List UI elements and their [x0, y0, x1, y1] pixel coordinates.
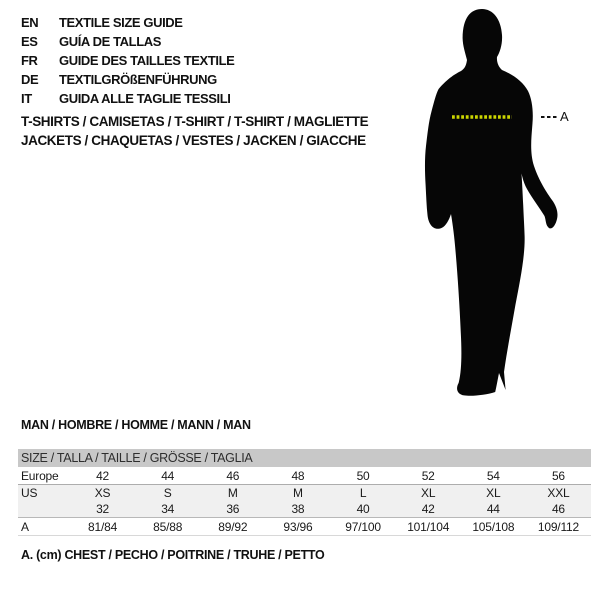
lang-code: FR	[21, 53, 38, 68]
cell: 36	[200, 501, 265, 518]
cell: 48	[291, 468, 305, 483]
lang-row-fr	[21, 51, 234, 70]
cell: XL	[396, 485, 461, 502]
lang-label: GUÍA DE TALLAS	[59, 34, 162, 49]
table-row-chest	[18, 518, 591, 536]
man-silhouette-figure	[400, 0, 600, 410]
category-lines	[21, 112, 368, 150]
lang-code: IT	[21, 91, 32, 106]
lang-row-it	[21, 89, 234, 108]
cell: 81/84	[88, 519, 118, 534]
cell: XXL	[526, 485, 591, 502]
lang-row-en	[21, 13, 234, 32]
lang-label: GUIDA ALLE TAGLIE TESSILI	[59, 91, 231, 106]
cell: 50	[356, 468, 370, 483]
table-row-us-numbers	[18, 501, 591, 518]
cell: S	[135, 485, 200, 502]
size-table	[18, 449, 591, 536]
lang-code: EN	[21, 15, 39, 30]
row-label: US	[18, 485, 70, 502]
cell: 56	[551, 468, 565, 483]
cell: 44	[461, 501, 526, 518]
size-table-header: SIZE / TALLA / TAILLE / GRÖSSE / TAGLIA	[18, 449, 591, 467]
cell: 52	[421, 468, 435, 483]
category-line-tshirts: T-SHIRTS / CAMISETAS / T-SHIRT / T-SHIRT / MAGLIETTE	[21, 114, 369, 129]
table-row-europe	[18, 467, 591, 485]
category-line-jackets: JACKETS / CHAQUETAS / VESTES / JACKEN / GIACCHE	[21, 133, 366, 148]
size-table-header-row	[18, 449, 591, 467]
cell: 38	[265, 501, 330, 518]
lang-label: TEXTILGRÖßENFÜHRUNG	[59, 72, 217, 87]
lang-row-es	[21, 32, 234, 51]
cell: 44	[161, 468, 175, 483]
language-list	[21, 13, 234, 108]
cell: L	[331, 485, 396, 502]
cell: 32	[70, 501, 135, 518]
cell: XS	[70, 485, 135, 502]
lang-code: DE	[21, 72, 39, 87]
cell: 46	[226, 468, 240, 483]
cell: 101/104	[407, 519, 450, 534]
measurement-footnote: A. (cm) CHEST / PECHO / POITRINE / TRUHE / PETTO	[21, 548, 325, 562]
cell: 105/108	[472, 519, 515, 534]
lang-code: ES	[21, 34, 38, 49]
measure-label-a: A	[560, 109, 569, 124]
cell: M	[200, 485, 265, 502]
row-label: A	[21, 519, 29, 534]
cell: 34	[135, 501, 200, 518]
section-title-man: MAN / HOMBRE / HOMME / MANN / MAN	[21, 418, 251, 432]
cell: 42	[396, 501, 461, 518]
cell: 109/112	[537, 519, 579, 534]
man-silhouette-shape	[425, 9, 558, 396]
lang-row-de	[21, 70, 234, 89]
cell: 54	[486, 468, 500, 483]
cell: XL	[461, 485, 526, 502]
cell: 42	[96, 468, 110, 483]
row-label: Europe	[21, 468, 59, 483]
cell: 97/100	[345, 519, 381, 534]
cell: 93/96	[283, 519, 313, 534]
cell: 89/92	[218, 519, 248, 534]
lang-label: TEXTILE SIZE GUIDE	[59, 15, 183, 30]
row-label	[18, 501, 70, 518]
table-row-us-letters	[18, 485, 591, 502]
cell: 40	[331, 501, 396, 518]
lang-label: GUIDE DES TAILLES TEXTILE	[59, 53, 235, 68]
cell: 85/88	[153, 519, 183, 534]
cell: M	[265, 485, 330, 502]
man-silhouette-svg	[400, 0, 600, 410]
cell: 46	[526, 501, 591, 518]
